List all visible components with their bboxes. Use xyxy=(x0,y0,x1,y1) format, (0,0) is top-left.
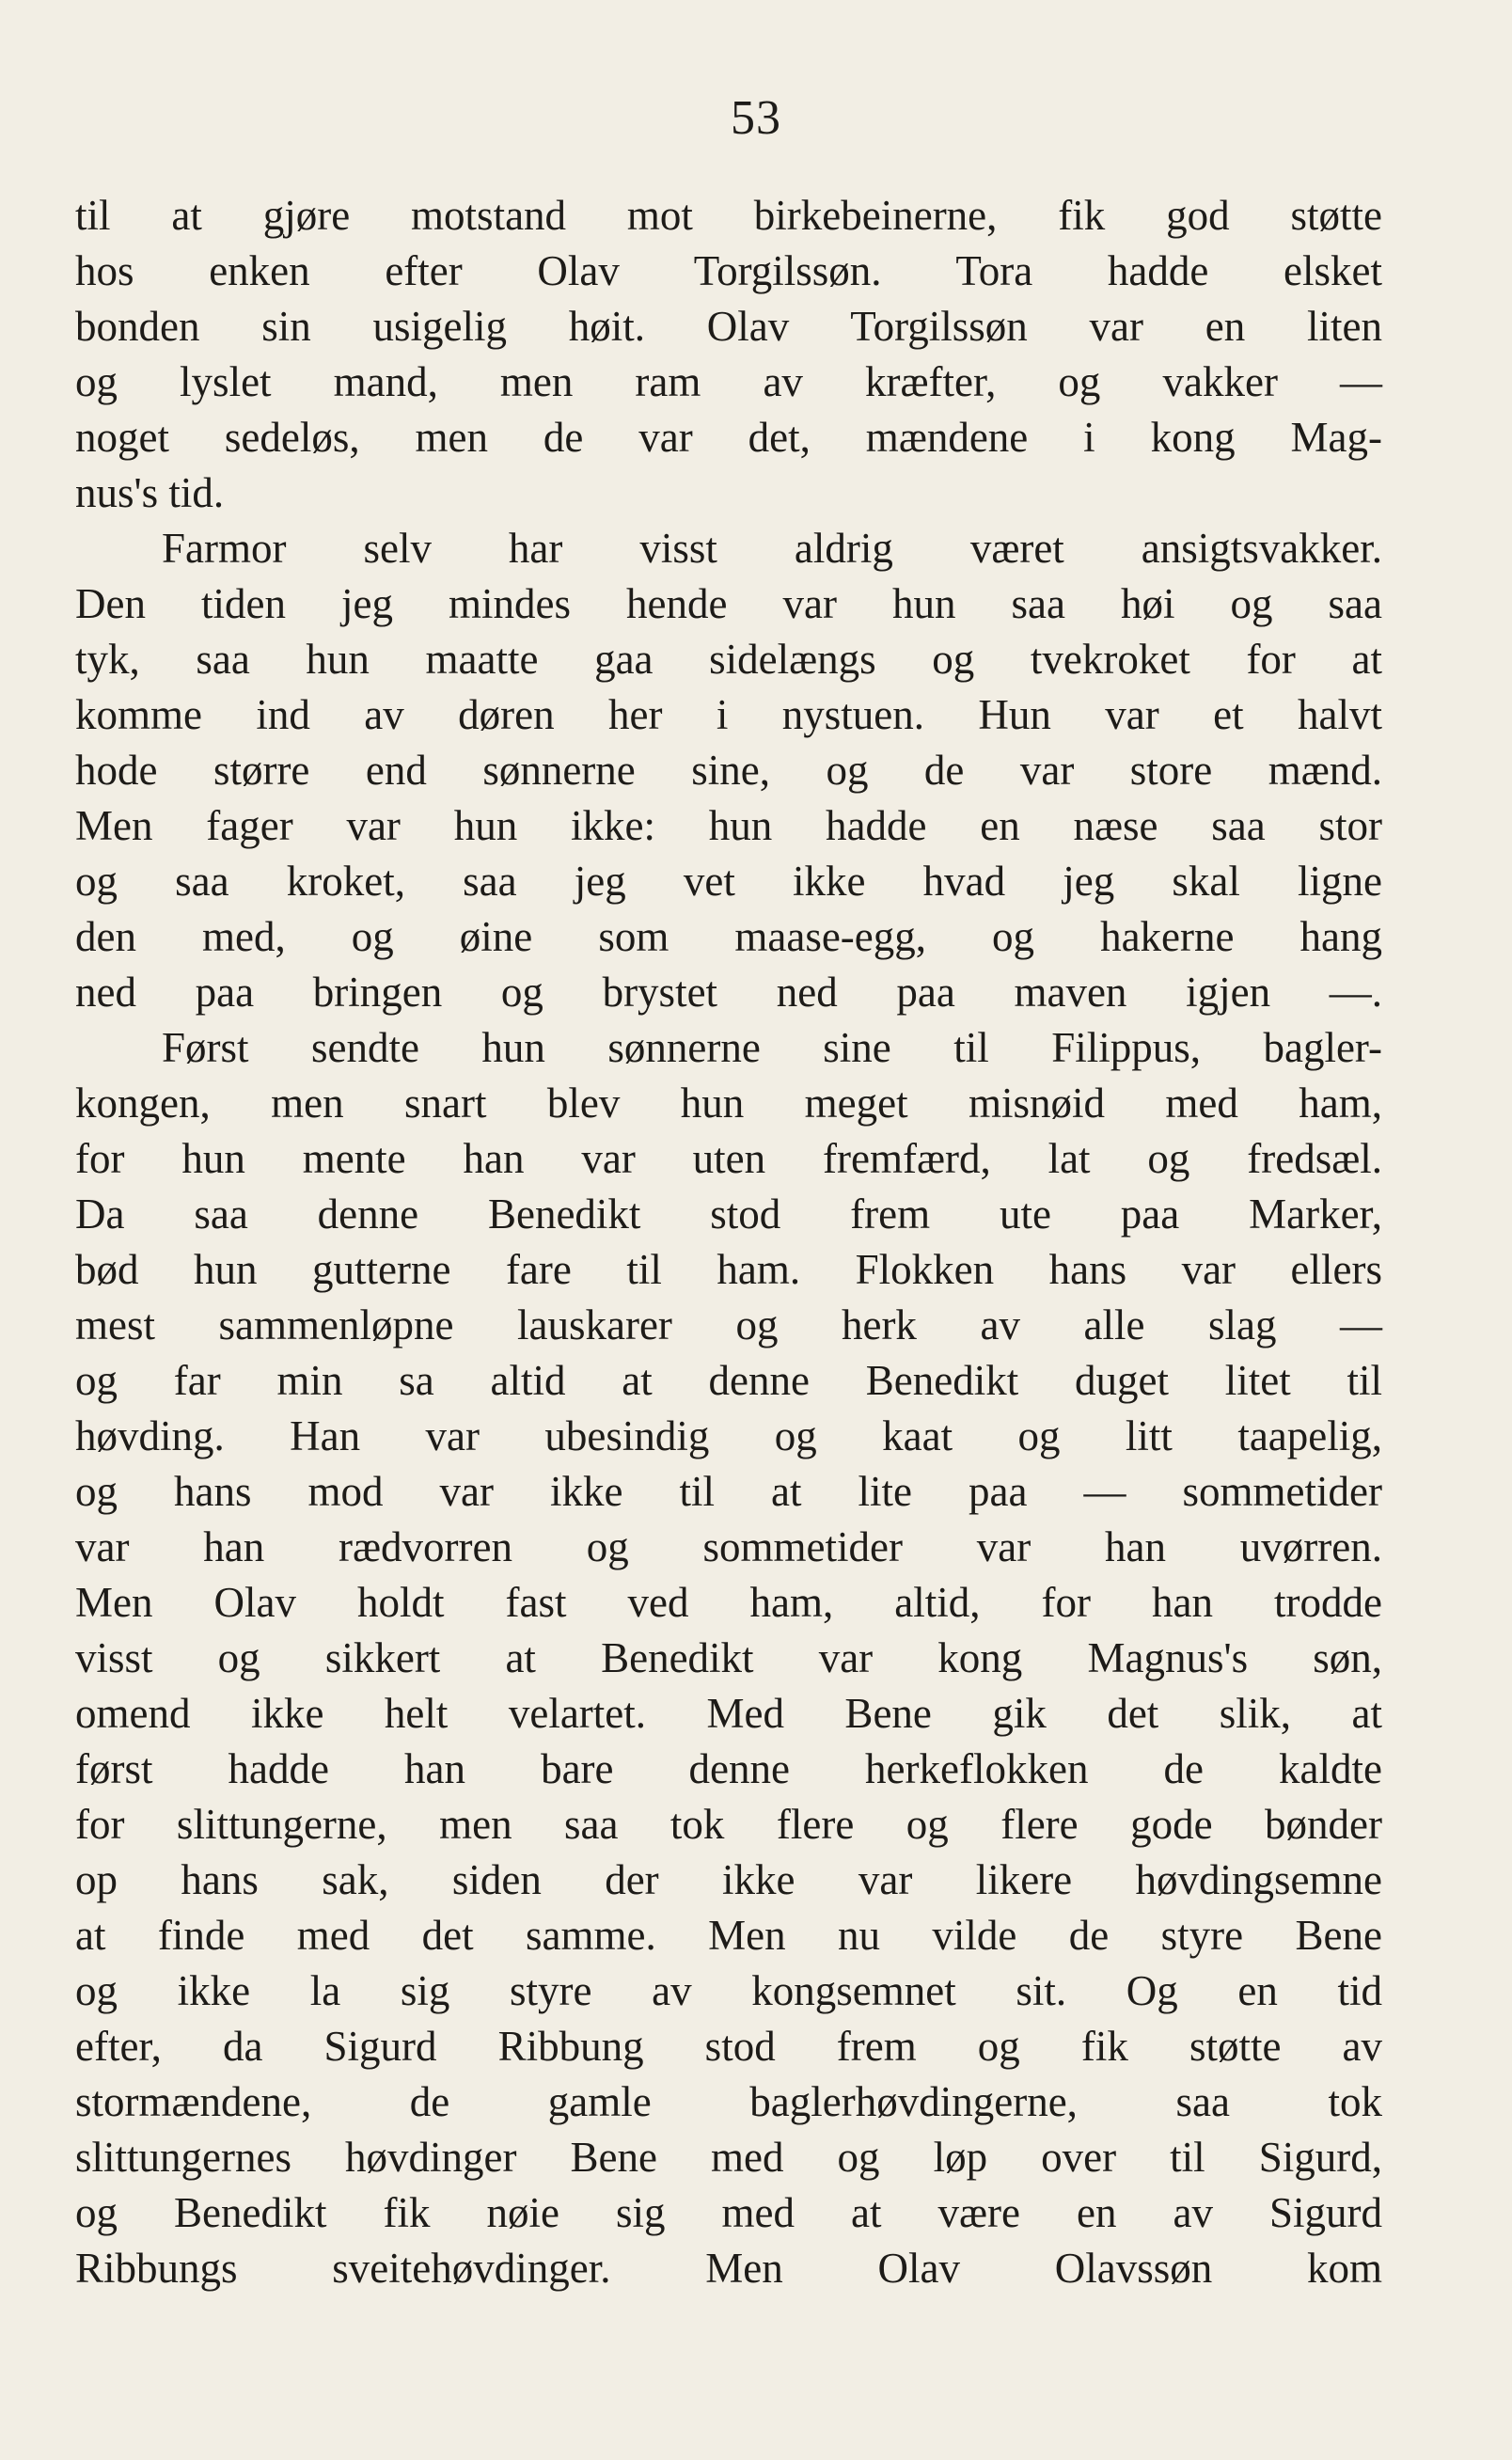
text-line-14: den med, og øine som maase-egg, og hakerne hang xyxy=(75,913,1382,960)
text-line-18: for hun mente han var uten fremfærd, lat og fredsæl. xyxy=(75,1135,1382,1182)
text-line-3: bonden sin usigelig høit. Olav Torgilssøn var en liten xyxy=(75,303,1382,350)
text-line-35: stormændene, de gamle baglerhøvdingerne, saa tok xyxy=(75,2078,1382,2125)
text-line-7: Farmor selv har visst aldrig været ansigtsvakker. xyxy=(162,525,1382,572)
text-line-37: og Benedikt fik nøie sig med at være en av Sigurd xyxy=(75,2189,1382,2236)
text-line-15: ned paa bringen og brystet ned paa maven igjen —. xyxy=(75,969,1382,1016)
text-line-17: kongen, men snart blev hun meget misnøid med ham, xyxy=(75,1080,1382,1127)
text-line-25: var han rædvorren og sommetider var han uvørren. xyxy=(75,1523,1382,1570)
text-line-28: omend ikke helt velartet. Med Bene gik det slik, at xyxy=(75,1690,1382,1737)
text-line-29: først hadde han bare denne herkeflokken de kaldte xyxy=(75,1745,1382,1792)
text-line-23: høvding. Han var ubesindig og kaat og litt taapelig, xyxy=(75,1412,1382,1459)
text-line-33: og ikke la sig styre av kongsemnet sit. Og en tid xyxy=(75,1967,1382,2014)
text-line-22: og far min sa altid at denne Benedikt duget litet til xyxy=(75,1357,1382,1404)
text-line-12: Men fager var hun ikke: hun hadde en næse saa stor xyxy=(75,802,1382,849)
text-line-30: for slittungerne, men saa tok flere og flere gode bønder xyxy=(75,1801,1382,1848)
text-line-10: komme ind av døren her i nystuen. Hun var et halvt xyxy=(75,691,1382,738)
text-line-31: op hans sak, siden der ikke var likere høvdingsemne xyxy=(75,1856,1382,1903)
body-text xyxy=(75,188,1382,2296)
text-line-32: at finde med det samme. Men nu vilde de styre Bene xyxy=(75,1912,1382,1959)
text-line-8: Den tiden jeg mindes hende var hun saa høi og saa xyxy=(75,580,1382,627)
text-line-20: bød hun gutterne fare til ham. Flokken hans var ellers xyxy=(75,1246,1382,1293)
text-line-26: Men Olav holdt fast ved ham, altid, for han trodde xyxy=(75,1579,1382,1626)
text-line-19: Da saa denne Benedikt stod frem ute paa Marker, xyxy=(75,1191,1382,1238)
text-line-36: slittungernes høvdinger Bene med og løp over til Sigurd, xyxy=(75,2134,1382,2181)
text-line-24: og hans mod var ikke til at lite paa — sommetider xyxy=(75,1468,1382,1515)
text-line-1: til at gjøre motstand mot birkebeinerne, fik god støtte xyxy=(75,192,1382,239)
text-line-21: mest sammenløpne lauskarer og herk av alle slag — xyxy=(75,1301,1382,1348)
text-line-13: og saa kroket, saa jeg vet ikke hvad jeg skal ligne xyxy=(75,858,1382,905)
text-line-38: Ribbungs sveitehøvdinger. Men Olav Olavssøn kom xyxy=(75,2245,1382,2292)
text-line-4: og lyslet mand, men ram av kræfter, og vakker — xyxy=(75,358,1382,405)
text-line-9: tyk, saa hun maatte gaa sidelængs og tvekroket for at xyxy=(75,636,1382,683)
page-number: 53 xyxy=(731,91,781,145)
text-line-6: nus's tid. xyxy=(75,469,225,516)
text-line-5: noget sedeløs, men de var det, mændene i kong Mag- xyxy=(75,414,1382,461)
text-line-16: Først sendte hun sønnerne sine til Filippus, bagler- xyxy=(162,1024,1382,1071)
text-line-27: visst og sikkert at Benedikt var kong Magnus's søn, xyxy=(75,1634,1382,1681)
text-line-34: efter, da Sigurd Ribbung stod frem og fik støtte av xyxy=(75,2023,1382,2070)
text-line-2: hos enken efter Olav Torgilssøn. Tora hadde elsket xyxy=(75,247,1382,294)
text-line-11: hode større end sønnerne sine, og de var store mænd. xyxy=(75,747,1382,794)
